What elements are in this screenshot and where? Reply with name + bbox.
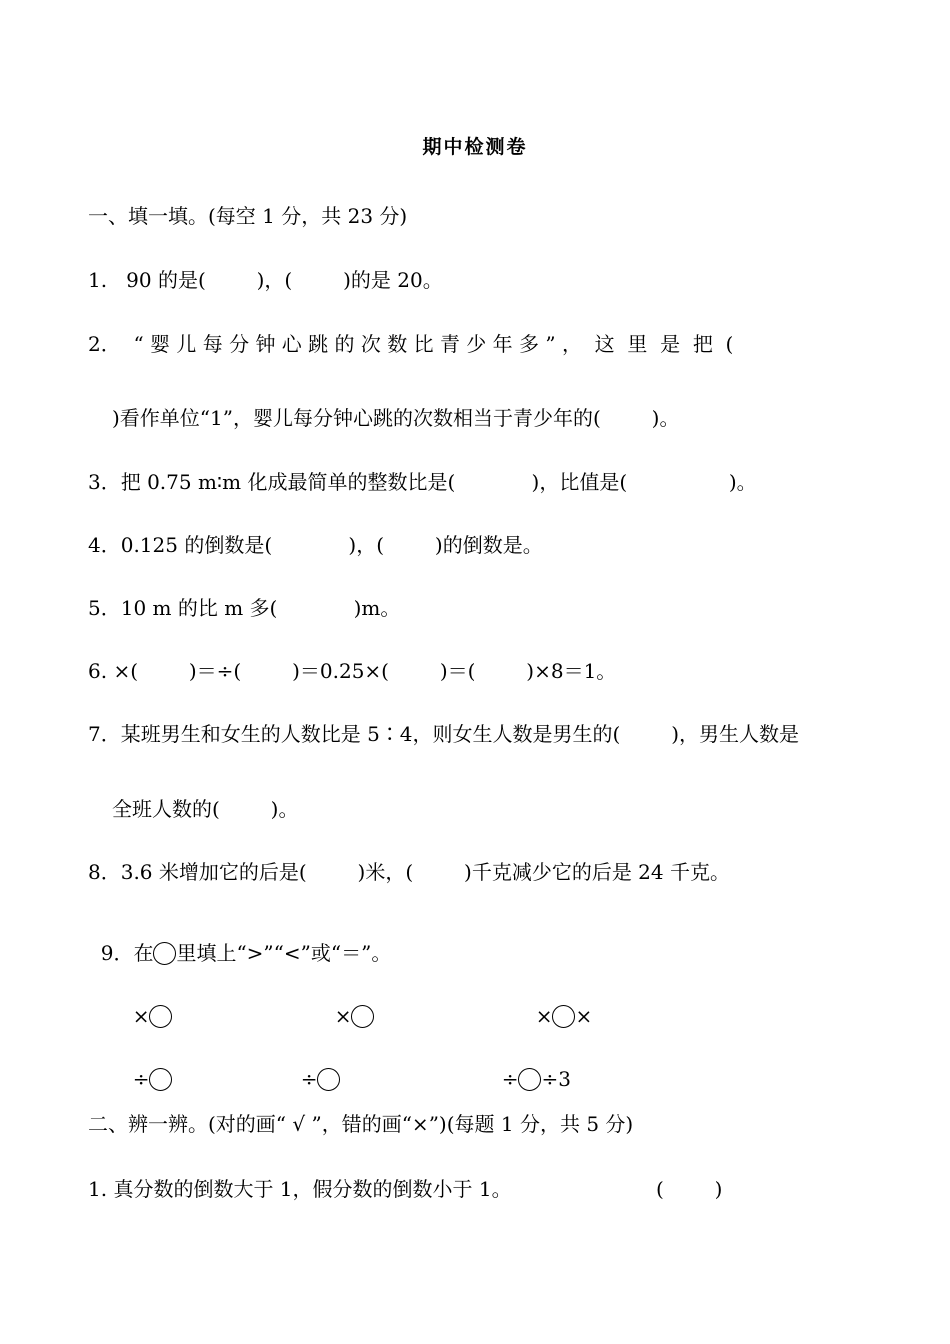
compare-left: ÷	[132, 1067, 150, 1091]
question-2-line-2: )看作单位“1”，婴儿每分钟心跳的次数相当于青少年的( )。	[112, 406, 680, 430]
compare-circle-icon[interactable]	[317, 1068, 340, 1091]
compare-item	[120, 980, 172, 1028]
page-title: 期中检测卷	[422, 136, 528, 158]
compare-right: ÷3	[541, 1067, 571, 1091]
question-4: 4．0.125 的倒数是( )，( )的倒数是。	[88, 533, 543, 557]
question-7-line-2: 全班人数的( )。	[112, 797, 299, 821]
compare-circle-icon[interactable]	[518, 1068, 541, 1091]
section-one-heading: 一、填一填。(每空 1 分，共 23 分)	[88, 204, 408, 228]
question-7-line-1: 7．某班男生和女生的人数比是 5∶4，则女生人数是男生的( )，男生人数是	[88, 722, 799, 746]
question-9-prefix: 9．在	[100, 941, 154, 965]
question-8: 8．3.6 米增加它的后是( )米，( )千克减少它的后是 24 千克。	[88, 860, 730, 884]
compare-left: ×	[132, 1004, 150, 1028]
question-3: 3．把 0.75 m∶m 化成最简单的整数比是( )，比值是( )。	[88, 470, 757, 494]
compare-right: ×	[575, 1004, 593, 1028]
compare-left: ÷	[501, 1067, 519, 1091]
compare-left: ÷	[300, 1067, 318, 1091]
question-6: 6. ×( )＝÷( )＝0.25×( )＝( )×8＝1。	[88, 659, 617, 683]
question-9-suffix: 里填上“>”“<”或“＝”。	[176, 941, 392, 965]
compare-item	[523, 980, 592, 1028]
compare-item	[288, 1043, 340, 1091]
question-9	[88, 917, 391, 965]
section-two-heading: 二、辨一辨。(对的画“ √ ”，错的画“×”)(每题 1 分，共 5 分)	[88, 1112, 634, 1136]
compare-circle-icon[interactable]	[149, 1068, 172, 1091]
question-5: 5．10 m 的比 m 多( )m。	[88, 596, 401, 620]
judge-answer-blank[interactable]: ( )	[656, 1177, 723, 1201]
judge-question-1: 1. 真分数的倒数大于 1，假分数的倒数小于 1。	[88, 1177, 512, 1201]
compare-circle-icon[interactable]	[149, 1005, 172, 1028]
compare-circle-icon[interactable]	[351, 1005, 374, 1028]
compare-item	[322, 980, 374, 1028]
question-1: 1. 90 的是( )，( )的是 20。	[88, 268, 443, 292]
compare-item	[120, 1043, 172, 1091]
compare-left: ×	[535, 1004, 553, 1028]
question-2-line-1: 2． “ 婴 儿 每 分 钟 心 跳 的 次 数 比 青 少 年 多 ” ， 这 里 是 把 (	[88, 332, 734, 356]
compare-left: ×	[334, 1004, 352, 1028]
compare-circle-icon[interactable]	[552, 1005, 575, 1028]
compare-item	[489, 1043, 571, 1091]
compare-circle-icon	[153, 942, 176, 965]
